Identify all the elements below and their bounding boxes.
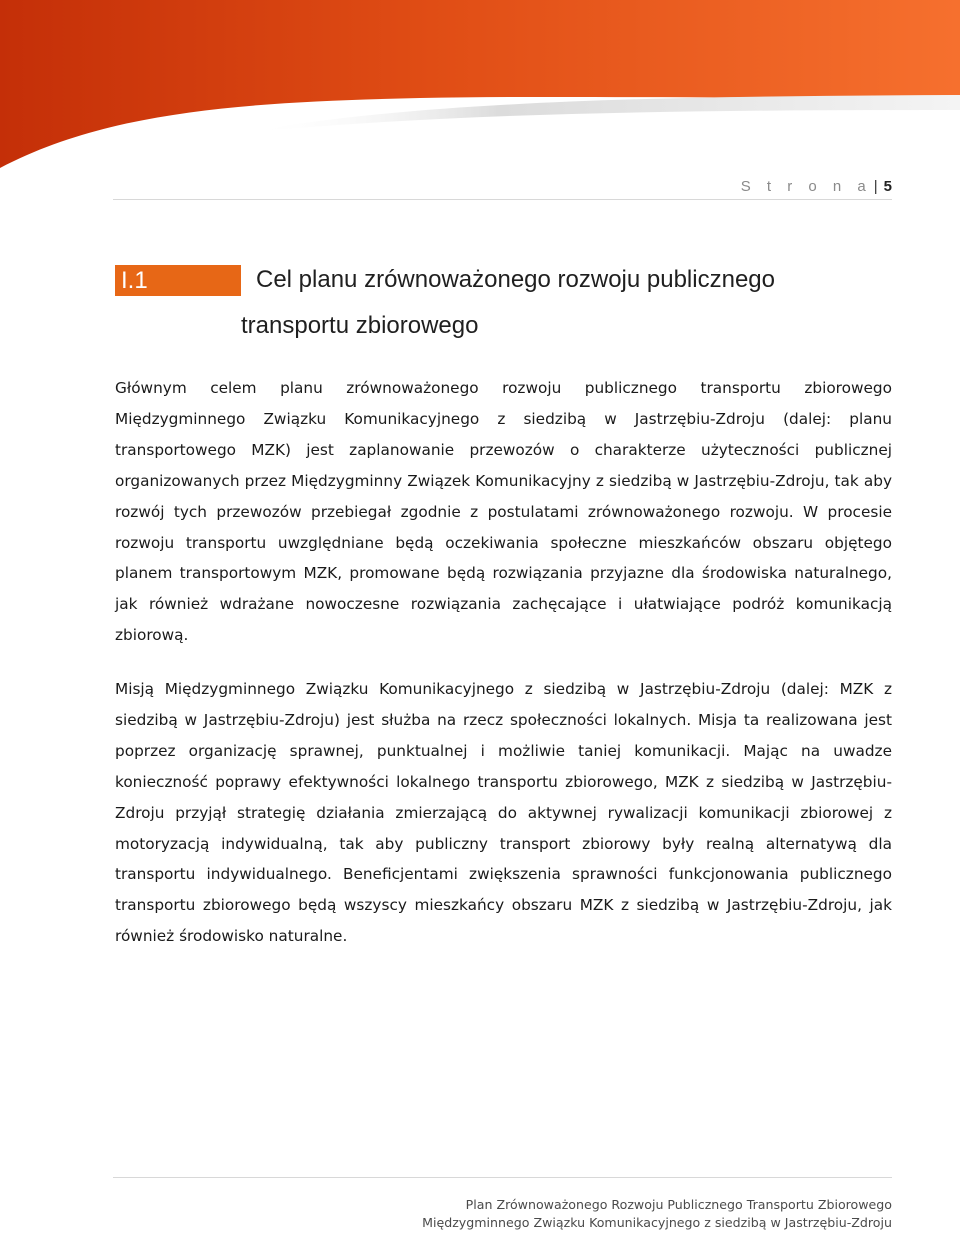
page-label: S t r o n a — [740, 178, 872, 195]
decorative-header-banner — [0, 0, 960, 175]
body-paragraph-1: Głównym celem planu zrównoważonego rozwoju publicznego transportu zbiorowego Międzygminnego Związku Komunikacyjnego z siedzibą w Jastrzębiu-Zdroju (dalej: planu transportowego MZK) jest zaplanowanie przewozów o charakterze użyteczności publicznej organizowanych przez Międzygminny Związek Komunikacyjny z siedzibą w Jastrzębiu-Zdroju, tak aby rozwój tych przewozów przebiegał zgodnie z postulatami zrównoważonego rozwoju. W procesie rozwoju transportu uwzględniane będą oczekiwania społeczne mieszkańców obszaru objętego planem transportowym MZK, promowane będą rozwiązania przyjazne dla środowiska naturalnego, jak również wdrażane nowoczesne rozwiązania zachęcające i ułatwiające podróż komunikacją zbiorową. — [115, 379, 892, 645]
section-title: Cel planu zrównoważonego rozwoju publicznego — [256, 266, 775, 293]
footer-line-2: Międzygminnego Związku Komunikacyjnego z siedzibą w Jastrzębiu-Zdroju — [422, 1215, 892, 1230]
section-number-badge: I.1 — [115, 265, 241, 296]
body-paragraph-2: Misją Międzygminnego Związku Komunikacyjnego z siedzibą w Jastrzębiu-Zdroju (dalej: MZK z siedzibą w Jastrzębiu-Zdroju) jest służba na rzecz społeczności lokalnych. Misja ta realizowana jest poprzez organizację sprawnej, punktualnej i możliwie taniej komunikacji. Mając na uwadze konieczność poprawy efektywności lokalnego transportu zbiorowego, MZK z siedzibą w Jastrzębiu-Zdroju przyjął strategię działania zmierzającą do aktywnej rywalizacji komunikacji zbiorowej z motoryzacją indywidualną, tak aby publiczny transport zbiorowy były realną alternatywą dla transportu indywidualnego. Beneficjentami zwiększenia sprawności funkcjonowania publicznego transportu zbiorowego będą wszyscy mieszkańcy obszaru MZK z siedzibą w Jastrzębiu-Zdroju, jak również środowisko naturalne. — [115, 680, 892, 946]
footer-line-1: Plan Zrównoważonego Rozwoju Publicznego Transportu Zbiorowego — [465, 1197, 892, 1212]
footer-divider — [113, 1177, 892, 1178]
section-title-continuation: transportu zbiorowego — [241, 312, 479, 339]
page-separator: | — [873, 178, 878, 195]
page-header — [741, 178, 892, 195]
header-divider — [113, 199, 892, 200]
page-footer — [422, 1196, 892, 1232]
page-number: 5 — [883, 178, 892, 195]
